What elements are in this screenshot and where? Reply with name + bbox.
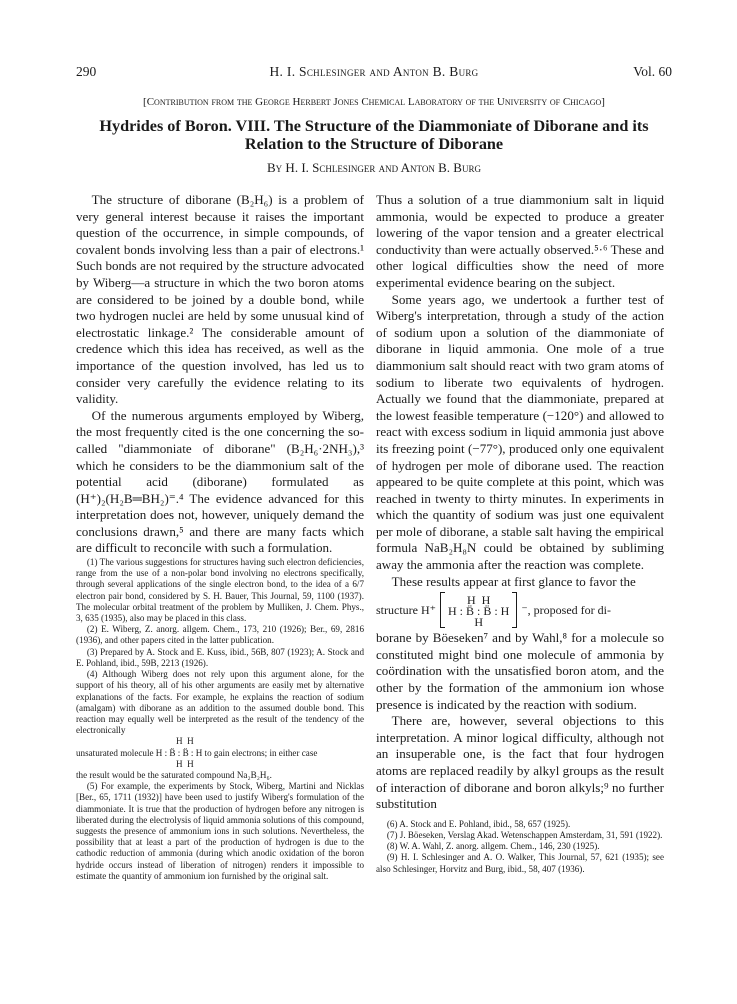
body-paragraph: Of the numerous arguments employed by Wiberg, the most frequently cited is the one concerning the so-called "diammoniate of diborane" (B₂H₆·2NH₃),³ which he considers to be the diammonium salt of the potential acid (diborane) formulated as (H⁺)₂(H₂B═BH₂)⁼.⁴ The evidence advanced for this interpretation does not, however, uniquely demand the conclusions drawn,⁵ and there are many facts which are difficult to reconcile with such a formulation. — [76, 407, 364, 556]
running-title: H. I. Schlesinger and Anton B. Burg — [269, 64, 479, 79]
formula-main: H : B̈ : B̈ : H — [447, 604, 510, 619]
footnote-structure-top: H H — [176, 736, 194, 747]
body-paragraph: These results appear at first glance to favor the — [391, 573, 636, 589]
formula-bottom-h: H — [474, 615, 483, 630]
article-title: Hydrides of Boron. VIII. The Structure of the Diammoniate of Diborane and its Relation to the Structure of Diborane — [99, 117, 649, 153]
formula-suffix: ⁻, proposed for di- — [521, 602, 611, 617]
footnote-structure-line: unsaturated molecule H : B̈ : B̈ : H to gain electrons; in either case — [76, 747, 318, 758]
body-paragraph: borane by Böeseken⁷ and by Wahl,⁸ for a molecule so constituted might bind one molecule of ammonia by coördination with the unsatisfied boron atom, and the other by the formation of the ammonium ion whose presence is indicated by the reaction with sodium. — [376, 630, 664, 712]
formula-prefix: structure H⁺ — [376, 602, 436, 617]
formula-bracket — [440, 592, 517, 628]
footnotes-right — [376, 819, 664, 875]
footnote: (3) Prepared by A. Stock and E. Kuss, ibid., 56B, 807 (1923); A. Stock and E. Pohland, ibid., 59B, 2213 (1926). — [76, 646, 364, 668]
footnote: (4) Although Wiberg does not rely upon this argument alone, for the support of his theory, all of his other arguments are easily met by alternative explanations of the facts. For example, he explains the reaction of sodium (amalgam) with diborane as an addition to the assumed double bond. This reaction may equally well be interpreted as the result of the tendency of the electronically — [76, 669, 364, 736]
body-paragraph: Thus a solution of a true diammonium salt in liquid ammonia, would be expected to produce a greater lowering of the vapor tension and a greater electrical conductivity than were actually observed.⁵·⁶ These and other logical difficulties show the need of more experimental evidence bearing on the subject. — [376, 192, 664, 290]
formula-stack — [448, 595, 509, 628]
footnotes-left — [76, 557, 364, 882]
footnote: (6) A. Stock and E. Pohland, ibid., 58, 657 (1925). — [386, 818, 571, 829]
footnote: (9) H. I. Schlesinger and A. O. Walker, This Journal, 57, 621 (1935); see also Schlesinger, Horvitz and Burg, ibid., 58, 407 (1936). — [376, 852, 664, 874]
footnote: (5) For example, the experiments by Stock, Wiberg, Martini and Nicklas [Ber., 65, 1711 (1932)] have been used to justify Wiberg's formulation of the diammoniate. It is true that the production of hydrogen before any nitrogen is liberated during the electrolysis of liquid ammonia solutions of this compound, suggests the presence of ammonium ions in such solutions. Nevertheless, the possibility that at least a part of the production of hydrogen is due to the cathodic reduction of ammonia (during which anodic oxidation of the boron hydride occurs instead of liberation of nitrogen) renders it impossible to estimate the quantity of ammonium ion furnished by the original salt. — [76, 781, 364, 881]
footnote: (1) The various suggestions for structures having such electron deficiencies, range from the use of a non-polar bond involving no electrons specifically, through several applications of the single electron bond, to the idea of a 6/7 electron pair bond, considered by S. H. Bauer, This Journal, 59, 1100 (1937). The molecular orbital treatment of the problem by Mulliken, J. Chem. Phys., 3, 635 (1935), also may be placed in this class. — [76, 557, 364, 624]
left-column — [76, 192, 364, 882]
page-number: 290 — [76, 64, 97, 79]
footnote: (7) J. Böeseken, Verslag Akad. Wetenschappen Amsterdam, 31, 591 (1922). — [386, 829, 663, 840]
footnote: (2) E. Wiberg, Z. anorg. allgem. Chem., 173, 210 (1926); Ber., 69, 2816 (1936), and other papers cited in the latter publication. — [76, 624, 364, 646]
formula-top-h: H H — [466, 593, 491, 608]
volume-label: Vol. 60 — [633, 64, 672, 79]
footnote-structure-bottom: H H — [176, 758, 194, 769]
right-column — [376, 192, 664, 875]
footnote: (8) W. A. Wahl, Z. anorg. allgem. Chem., 146, 230 (1925). — [386, 841, 600, 852]
byline: By H. I. Schlesinger and Anton B. Burg — [267, 160, 481, 175]
body-paragraph: Some years ago, we undertook a further test of Wiberg's interpretation, through a study of the action of sodium upon a solution of the diammoniate of diborane in liquid ammonia. One mole of a true diammonium salt should react with two gram atoms of sodium to liberate two equivalents of hydrogen. Actually we found that the diammoniate, prepared at the lowest feasible temperature (−120°) and allowed to react with excess sodium in liquid ammonia just above its freezing point (−77°), produced only one equivalent of hydrogen per mole of diborane used. The reaction appeared to be quite complete at this point, which was reached in twenty to thirty minutes. In experiments in which the quantity of sodium was just one equivalent per mole of diborane, a stable salt having the empirical formula NaB₂H₈N could be obtained by subliming away the ammonia after the reaction was complete. — [376, 291, 664, 573]
running-header — [76, 64, 672, 82]
body-paragraph: There are, however, several objections to this interpretation. A minor logical difficulty, although not an insuperable one, is the fact that four hydrogen atoms are replaced readily by alkyl groups as the result of interaction of diborane and boron alkyls;⁹ no further substitution — [376, 713, 664, 812]
structure-formula — [376, 592, 664, 628]
contribution-line: [Contribution from the George Herbert Jones Chemical Laboratory of the University of Chicago] — [143, 96, 605, 108]
footnote: the result would be the saturated compound Na₂B₂H₆. — [76, 769, 272, 780]
body-paragraph: The structure of diborane (B₂H₆) is a problem of very general interest because it raises the important question of the occurrence, in simple compounds, of covalent bonds involving less than a pair of electrons.¹ Such bonds are not required by the structure advocated by Wiberg—a structure in which the two boron atoms are considered to be joined by a double bond, while two hydrogen nuclei are held by some unusual kind of electrostatic linkage.² The considerable amount of credence which this idea has received, as well as the importance of the question involved, has led us to consider very carefully the evidence relating to its validity. — [76, 192, 364, 407]
